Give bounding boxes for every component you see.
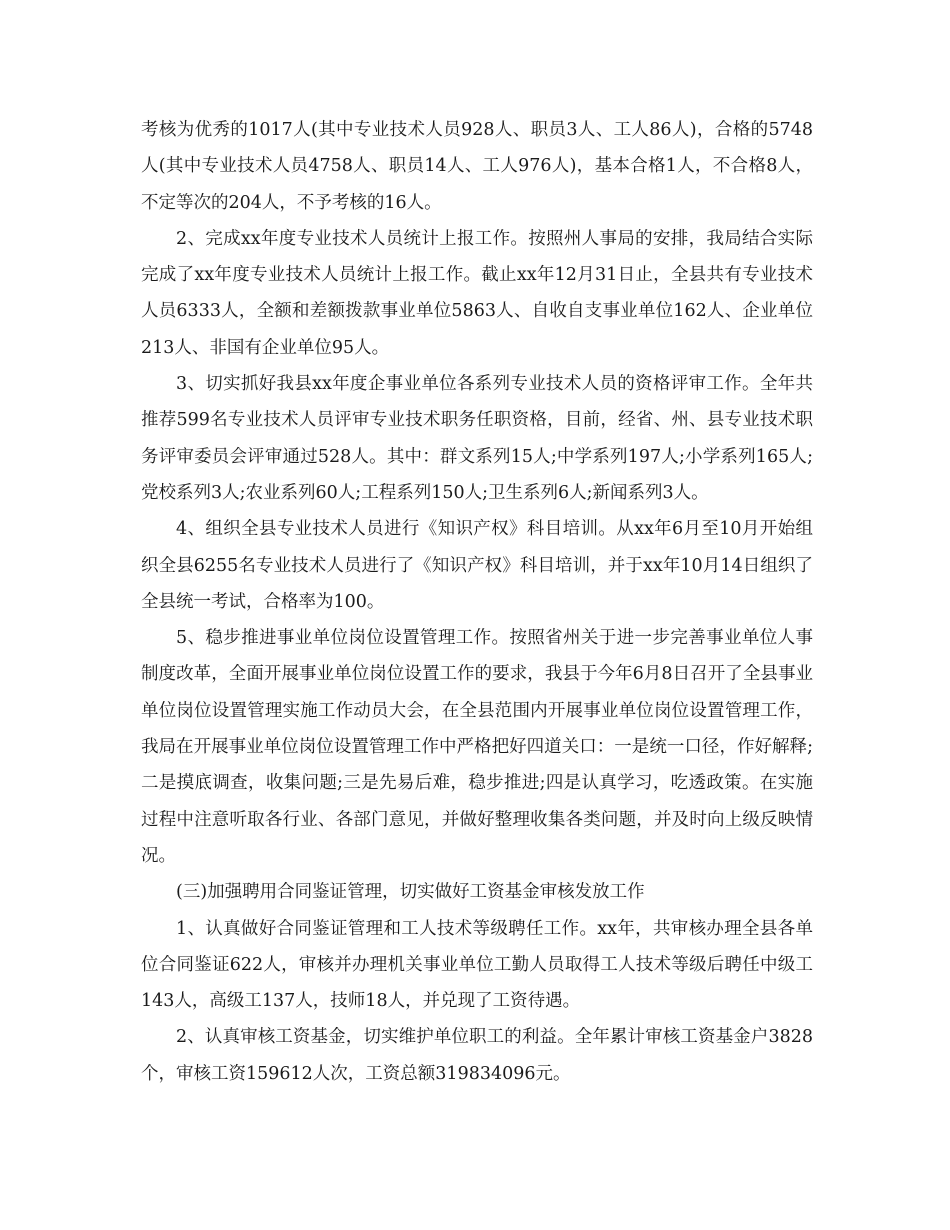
document-body: [141, 112, 813, 1092]
paragraph-appraisal-results: 考核为优秀的1017人(其中专业技术人员928人、职员3人、工人86人)，合格的5748人(其中专业技术人员4758人、职员14人、工人976人)，基本合格1人，不合格8人，不定等次的204人，不予考核的16人。: [141, 120, 813, 213]
paragraph-post-setting: 5、稳步推进事业单位岗位设置管理工作。按照省州关于进一步完善事业单位人事制度改革，全面开展事业单位岗位设置工作的要求，我县于今年6月8日召开了全县事业单位岗位设置管理实施工作动员大会，在全县范围内开展事业单位岗位设置管理工作，我局在开展事业单位岗位设置管理工作中严格把好四道关口：一是统一口径，作好解释;二是摸底调查，收集问题;三是先易后难，稳步推进;四是认真学习，吃透政策。在实施过程中注意听取各行业、各部门意见，并做好整理收集各类问题，并及时向上级反映情况。: [141, 628, 813, 866]
section-heading-contract-wage: (三)加强聘用合同鉴证管理，切实做好工资基金审核发放工作: [176, 882, 645, 903]
paragraph-statistics-report: 2、完成xx年度专业技术人员统计上报工作。按照州人事局的安排，我局结合实际完成了xx年度专业技术人员统计上报工作。截止xx年12月31日止，全县共有专业技术人员6333人，全额和差额拨款事业单位5863人、自收自支事业单位162人、企业单位213人、非国有企业单位95人。: [141, 228, 813, 358]
paragraph-contract-verification: 1、认真做好合同鉴证管理和工人技术等级聘任工作。xx年，共审核办理全县各单位合同鉴证622人，审核并办理机关事业单位工勤人员取得工人技术等级后聘任中级工143人，高级工137人，技师18人，并兑现了工资待遇。: [141, 918, 813, 1012]
paragraph-wage-fund: 2、认真审核工资基金，切实维护单位职工的利益。全年累计审核工资基金户3828个，审核工资159612人次，工资总额319834096元。: [141, 1027, 813, 1084]
paragraph-ip-training: 4、组织全县专业技术人员进行《知识产权》科目培训。从xx年6月至10月开始组织全县6255名专业技术人员进行了《知识产权》科目培训，并于xx年10月14日组织了全县统一考试，合格率为100。: [141, 519, 813, 612]
paragraph-qualification-review: 3、切实抓好我县xx年度企事业单位各系列专业技术人员的资格评审工作。全年共推荐599名专业技术人员评审专业技术职务任职资格，目前，经省、州、县专业技术职务评审委员会评审通过528人。其中：群文系列15人;中学系列197人;小学系列165人;党校系列3人;农业系列60人;工程系列150人;卫生系列6人;新闻系列3人。: [141, 374, 813, 503]
